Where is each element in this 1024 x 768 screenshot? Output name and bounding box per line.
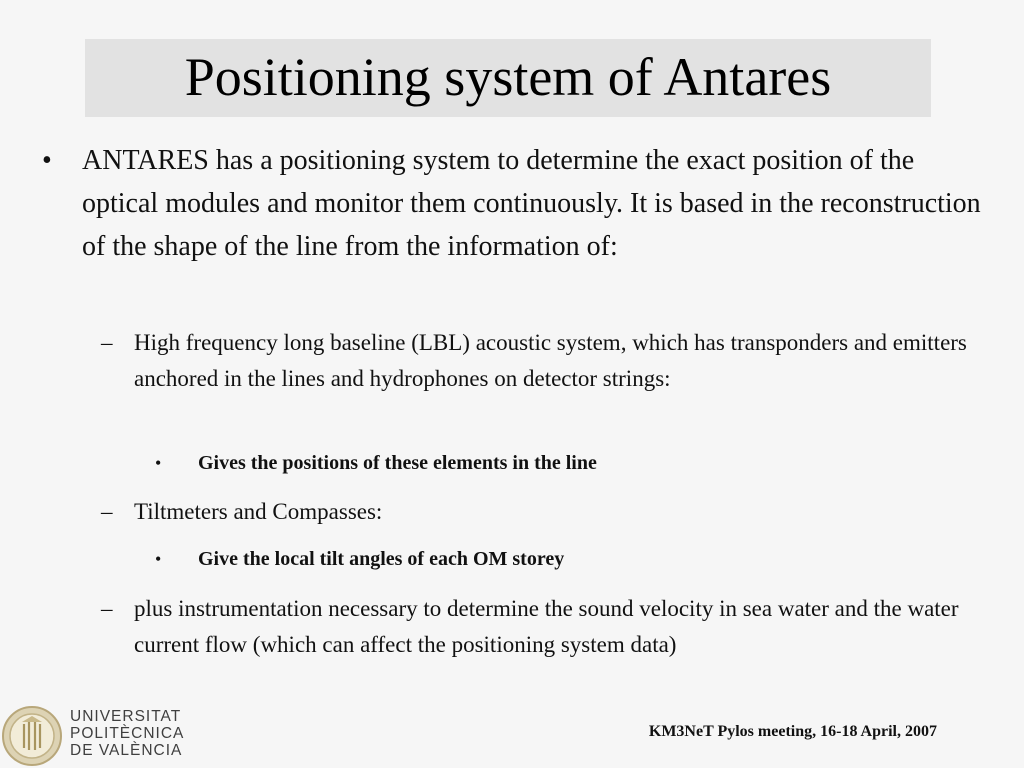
university-line-2: POLITÈCNICA <box>70 725 185 742</box>
slide-title: Positioning system of Antares <box>184 47 832 107</box>
small-bullet-icon: • <box>155 549 162 569</box>
sub-item-tiltmeters-detail: Give the local tilt angles of each OM storey <box>198 548 565 570</box>
bullet-icon: • <box>42 145 52 176</box>
small-bullet-icon: • <box>155 453 162 473</box>
university-line-3: DE VALÈNCIA <box>70 742 183 759</box>
footer-text: KM3NeT Pylos meeting, 16-18 April, 2007 <box>648 723 937 740</box>
sub-item-lbl-detail: Gives the positions of these elements in the line <box>198 452 597 474</box>
sub-item-tiltmeters: Tiltmeters and Compasses: <box>134 499 383 524</box>
dash-icon: – <box>101 596 113 621</box>
sub-item-sound-velocity: plus instrumentation necessary to determine the sound velocity in sea water and the water current flow (which can affect the positioning system data) <box>134 596 959 657</box>
sub-item-lbl: High frequency long baseline (LBL) acoustic system, which has transponders and emitters anchored in the lines and hydrophones on detector strings: <box>134 330 967 391</box>
dash-icon: – <box>101 499 113 524</box>
university-line-1: UNIVERSITAT <box>70 708 182 725</box>
dash-icon: – <box>101 330 113 355</box>
title-box <box>85 39 931 117</box>
main-bullet-text: ANTARES has a positioning system to determine the exact position of the optical modules and monitor them continuously. It is based in the reconstruction of the shape of the line from the information of: <box>82 145 981 262</box>
university-name <box>70 708 184 759</box>
